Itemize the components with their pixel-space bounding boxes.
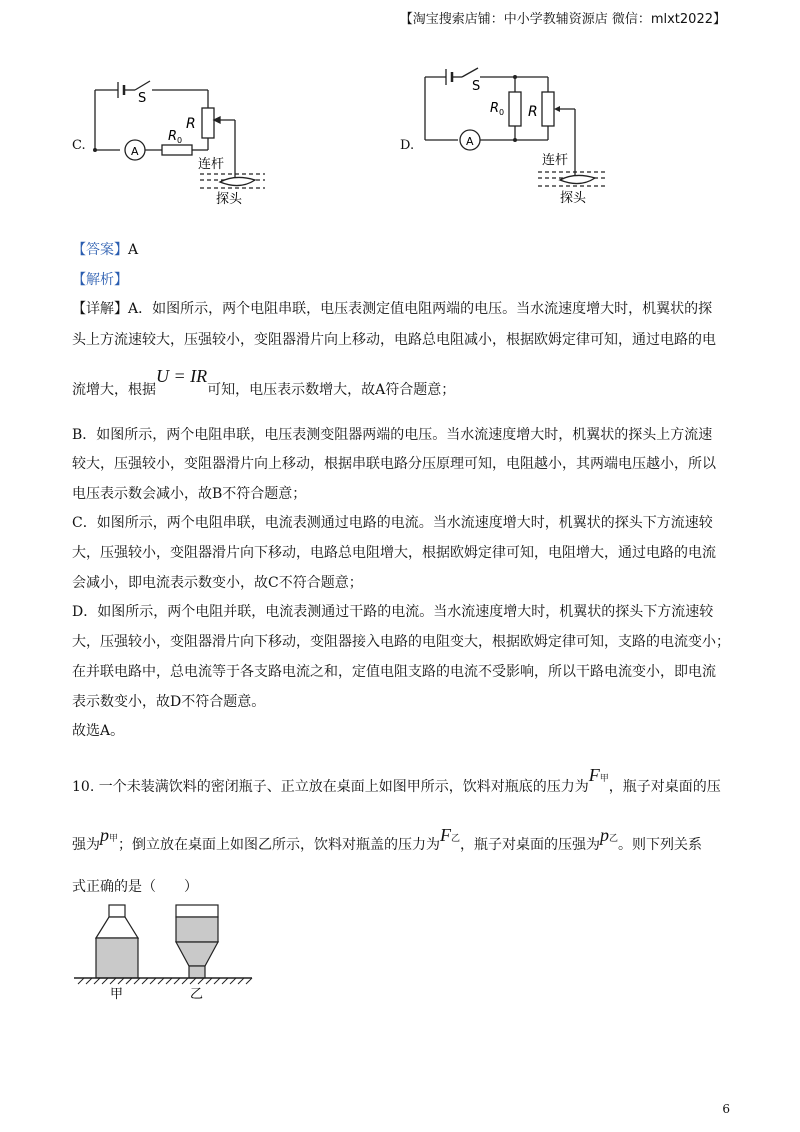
rod-c-label: 连杆: [198, 157, 225, 172]
circuit-d-diagram: [420, 62, 610, 212]
r0-d-sub: 0: [499, 108, 505, 117]
bottles-figure: [72, 900, 272, 1000]
q10-l2-d: 。则下列关系: [618, 837, 703, 853]
detail-a-line2: 头上方流速较大，压强较小，变阻器滑片向上移动，电路总电阻减小，根据欧姆定律可知，通过电路的电: [72, 332, 716, 348]
analysis-tag: 【解析】: [72, 272, 128, 288]
detail-d-line1: D．如图所示，两个电阻并联，电流表测通过干路的电流。当水流速度增大时，机翼状的探头下方流速较: [72, 604, 714, 620]
q10-F1-sub: 甲: [599, 774, 609, 784]
bottle-yi: [176, 905, 218, 978]
switch-c-label: S: [138, 91, 147, 106]
detail-a3-pre: 流增大，根据: [72, 382, 156, 398]
switch-d-label: S: [472, 79, 481, 94]
page-number: 6: [722, 1102, 730, 1116]
q10-line3: 式正确的是（ ）: [72, 879, 198, 895]
r0-d-label: R: [490, 101, 500, 116]
q10-F2: F: [440, 825, 452, 845]
q10-p2: p: [600, 825, 610, 845]
q10-F1: F: [588, 765, 600, 785]
q10-l1-pre: 10. 一个未装满饮料的密闭瓶子、正立放在桌面上如图甲所示，饮料对瓶底的压力为: [72, 779, 589, 795]
rheostat-d-label: R: [528, 104, 538, 120]
probe-c-label: 探头: [216, 192, 243, 207]
answer-line: [72, 240, 732, 260]
fig-yi-label: 乙: [190, 987, 204, 1000]
q10-line2: [72, 825, 732, 857]
page-header: 【淘宝搜索店铺：中小学教辅资源店 微信：mlxt2022】: [399, 12, 726, 27]
q10-p1: p: [100, 825, 109, 845]
detail-d-line3: 在并联电路中，总电流等于各支路电流之和，定值电阻支路的电流不受影响，所以干路电流变小，即电流: [72, 664, 716, 680]
q10-p1-sub: 甲: [109, 834, 119, 844]
q10-F2-sub: 乙: [451, 834, 461, 844]
detail-c-line3: 会减小，即电流表示数变小，故C不符合题意；: [72, 575, 363, 591]
detail-a1: A．如图所示，两个电阻串联，电压表测定值电阻两端的电压。当水流速度增大时，机翼状的探: [128, 301, 713, 317]
r0-c-sub: 0: [177, 136, 183, 145]
answer-value: A: [128, 242, 139, 258]
rod-d-label: 连杆: [542, 153, 569, 168]
q10-line1: [72, 765, 732, 799]
detail-a-line3: [72, 366, 732, 400]
ammeter-d-label: A: [466, 135, 474, 148]
answer-tag: 【答案】: [72, 242, 128, 258]
detail-b-line3: 电压表示数会减小，故B不符合题意；: [72, 486, 307, 502]
r0-c-label: R: [168, 129, 178, 144]
q10-l2-b: ；倒立放在桌面上如图乙所示，饮料对瓶盖的压力为: [118, 837, 441, 853]
detail-d-line2: 大，压强较小，变阻器滑片向下移动，变阻器接入电路的电阻变大，根据欧姆定律可知，支路的电流变小；: [72, 634, 730, 650]
probe-d-label: 探头: [560, 191, 587, 206]
detail-c-line1: C．如图所示，两个电阻串联，电流表测通过电路的电流。当水流速度增大时，机翼状的探头下方流速较: [72, 515, 713, 531]
q10-l1-post: ，瓶子对桌面的压: [608, 779, 721, 795]
q10-l2-a: 强为: [72, 837, 100, 853]
detail-b-line1: B．如图所示，两个电阻串联，电压表测变阻器两端的电压。当水流速度增大时，机翼状的探头上方流速: [72, 427, 713, 443]
bottle-jia: [96, 905, 138, 978]
rheostat-c-label: R: [186, 116, 196, 132]
option-d-label: D.: [400, 138, 415, 153]
conclusion: 故选A。: [72, 723, 125, 739]
detail-b-line2: 较大，压强较小，变阻器滑片向上移动，根据串联电路分压原理可知，电阻越小，其两端电压越小，所以: [72, 456, 716, 472]
detail-d-line4: 表示数变小，故D不符合题意。: [72, 694, 266, 710]
ammeter-c-label: A: [131, 145, 139, 158]
q10-l2-c: ，瓶子对桌面的压强为: [460, 837, 601, 853]
circuit-c-diagram: [90, 70, 280, 210]
detail-a3-post: 可知，电压表示数增大，故A符合题意；: [207, 382, 456, 398]
detail-a-line1: [72, 299, 732, 319]
formula: U = IR: [156, 366, 208, 386]
q10-p2-sub: 乙: [609, 834, 619, 844]
option-c-label: C.: [72, 138, 86, 153]
detail-c-line2: 大，压强较小，变阻器滑片向下移动，电路总电阻增大，根据欧姆定律可知，电阻增大，通过电路的电流: [72, 545, 716, 561]
fig-jia-label: 甲: [110, 987, 124, 1000]
detail-tag: 【详解】: [72, 301, 128, 317]
